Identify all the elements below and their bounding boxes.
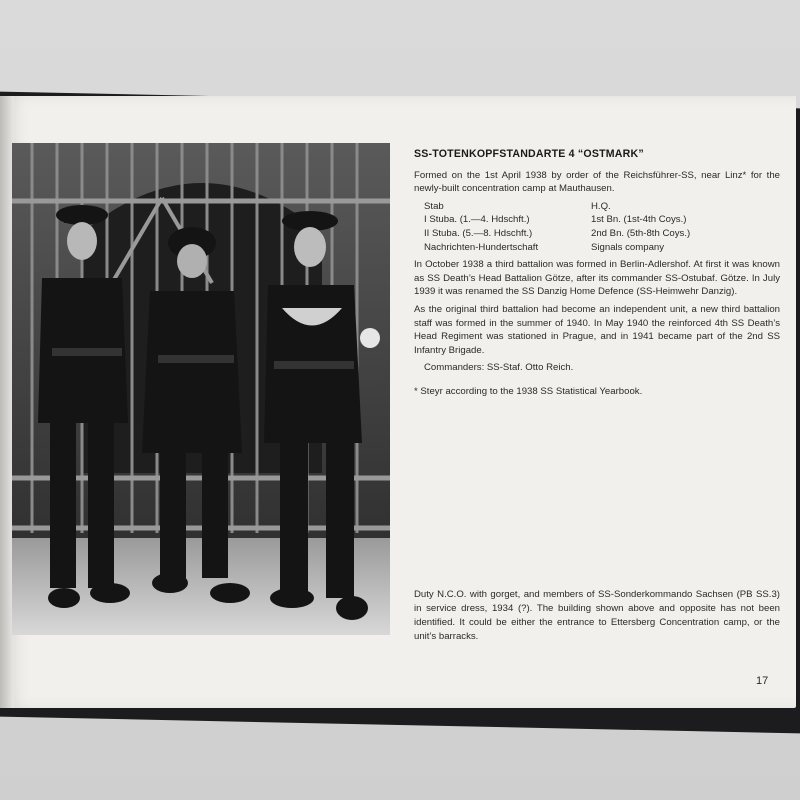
photo-caption: Duty N.C.O. with gorget, and members of SS-Sonderkommando Sachsen (PB SS.3) in service dress, 1934 (?). The building shown above and opposite has not been identified. It could be either the entrance to Ettersberg Concentration camp, or the unit’s barracks. — [414, 588, 780, 643]
page-number: 17 — [756, 675, 769, 687]
text-column — [414, 148, 780, 399]
history-paragraph: As the original third battalion had become an independent unit, a new third battalion staff was formed in the summer of 1940. In May 1940 the reinforced 4th SS Death’s Head Regiment was stationed in Prague, and in 1941 became part of the 2nd SS Infantry Brigade. — [414, 303, 780, 356]
footnote: * Steyr according to the 1938 SS Statistical Yearbook. — [414, 385, 643, 397]
staff-table — [424, 200, 780, 254]
historical-photograph — [12, 143, 390, 635]
staff-german: Stab — [424, 200, 444, 212]
staff-german: Nachrichten-Hundertschaft — [424, 241, 539, 253]
section-heading: SS-TOTENKOPFSTANDARTE 4 “OSTMARK” — [414, 148, 644, 160]
history-paragraph: In October 1938 a third battalion was formed in Berlin-Adlershof. At first it was known as SS Death’s Head Battalion Götze, after its commander SS-Ostubaf. Götze. In July 1939 it was renamed the SS Danzig Home Defence (SS-Heimwehr Danzig). — [414, 259, 780, 298]
intro-paragraph: Formed on the 1st April 1938 by order of the Reichsführer-SS, near Linz* for the newly-built concentration camp at Mauthausen. — [414, 169, 780, 195]
staff-english: Signals company — [591, 241, 665, 253]
commanders-line: Commanders: SS-Staf. Otto Reich. — [424, 362, 574, 374]
staff-english: 2nd Bn. (5th-8th Coys.) — [591, 227, 691, 239]
staff-german: II Stuba. (5.—8. Hdschft.) — [424, 227, 533, 239]
staff-english: H.Q. — [591, 200, 611, 212]
staff-german: I Stuba. (1.—4. Hdschft.) — [424, 214, 530, 226]
staff-english: 1st Bn. (1st-4th Coys.) — [591, 214, 687, 226]
